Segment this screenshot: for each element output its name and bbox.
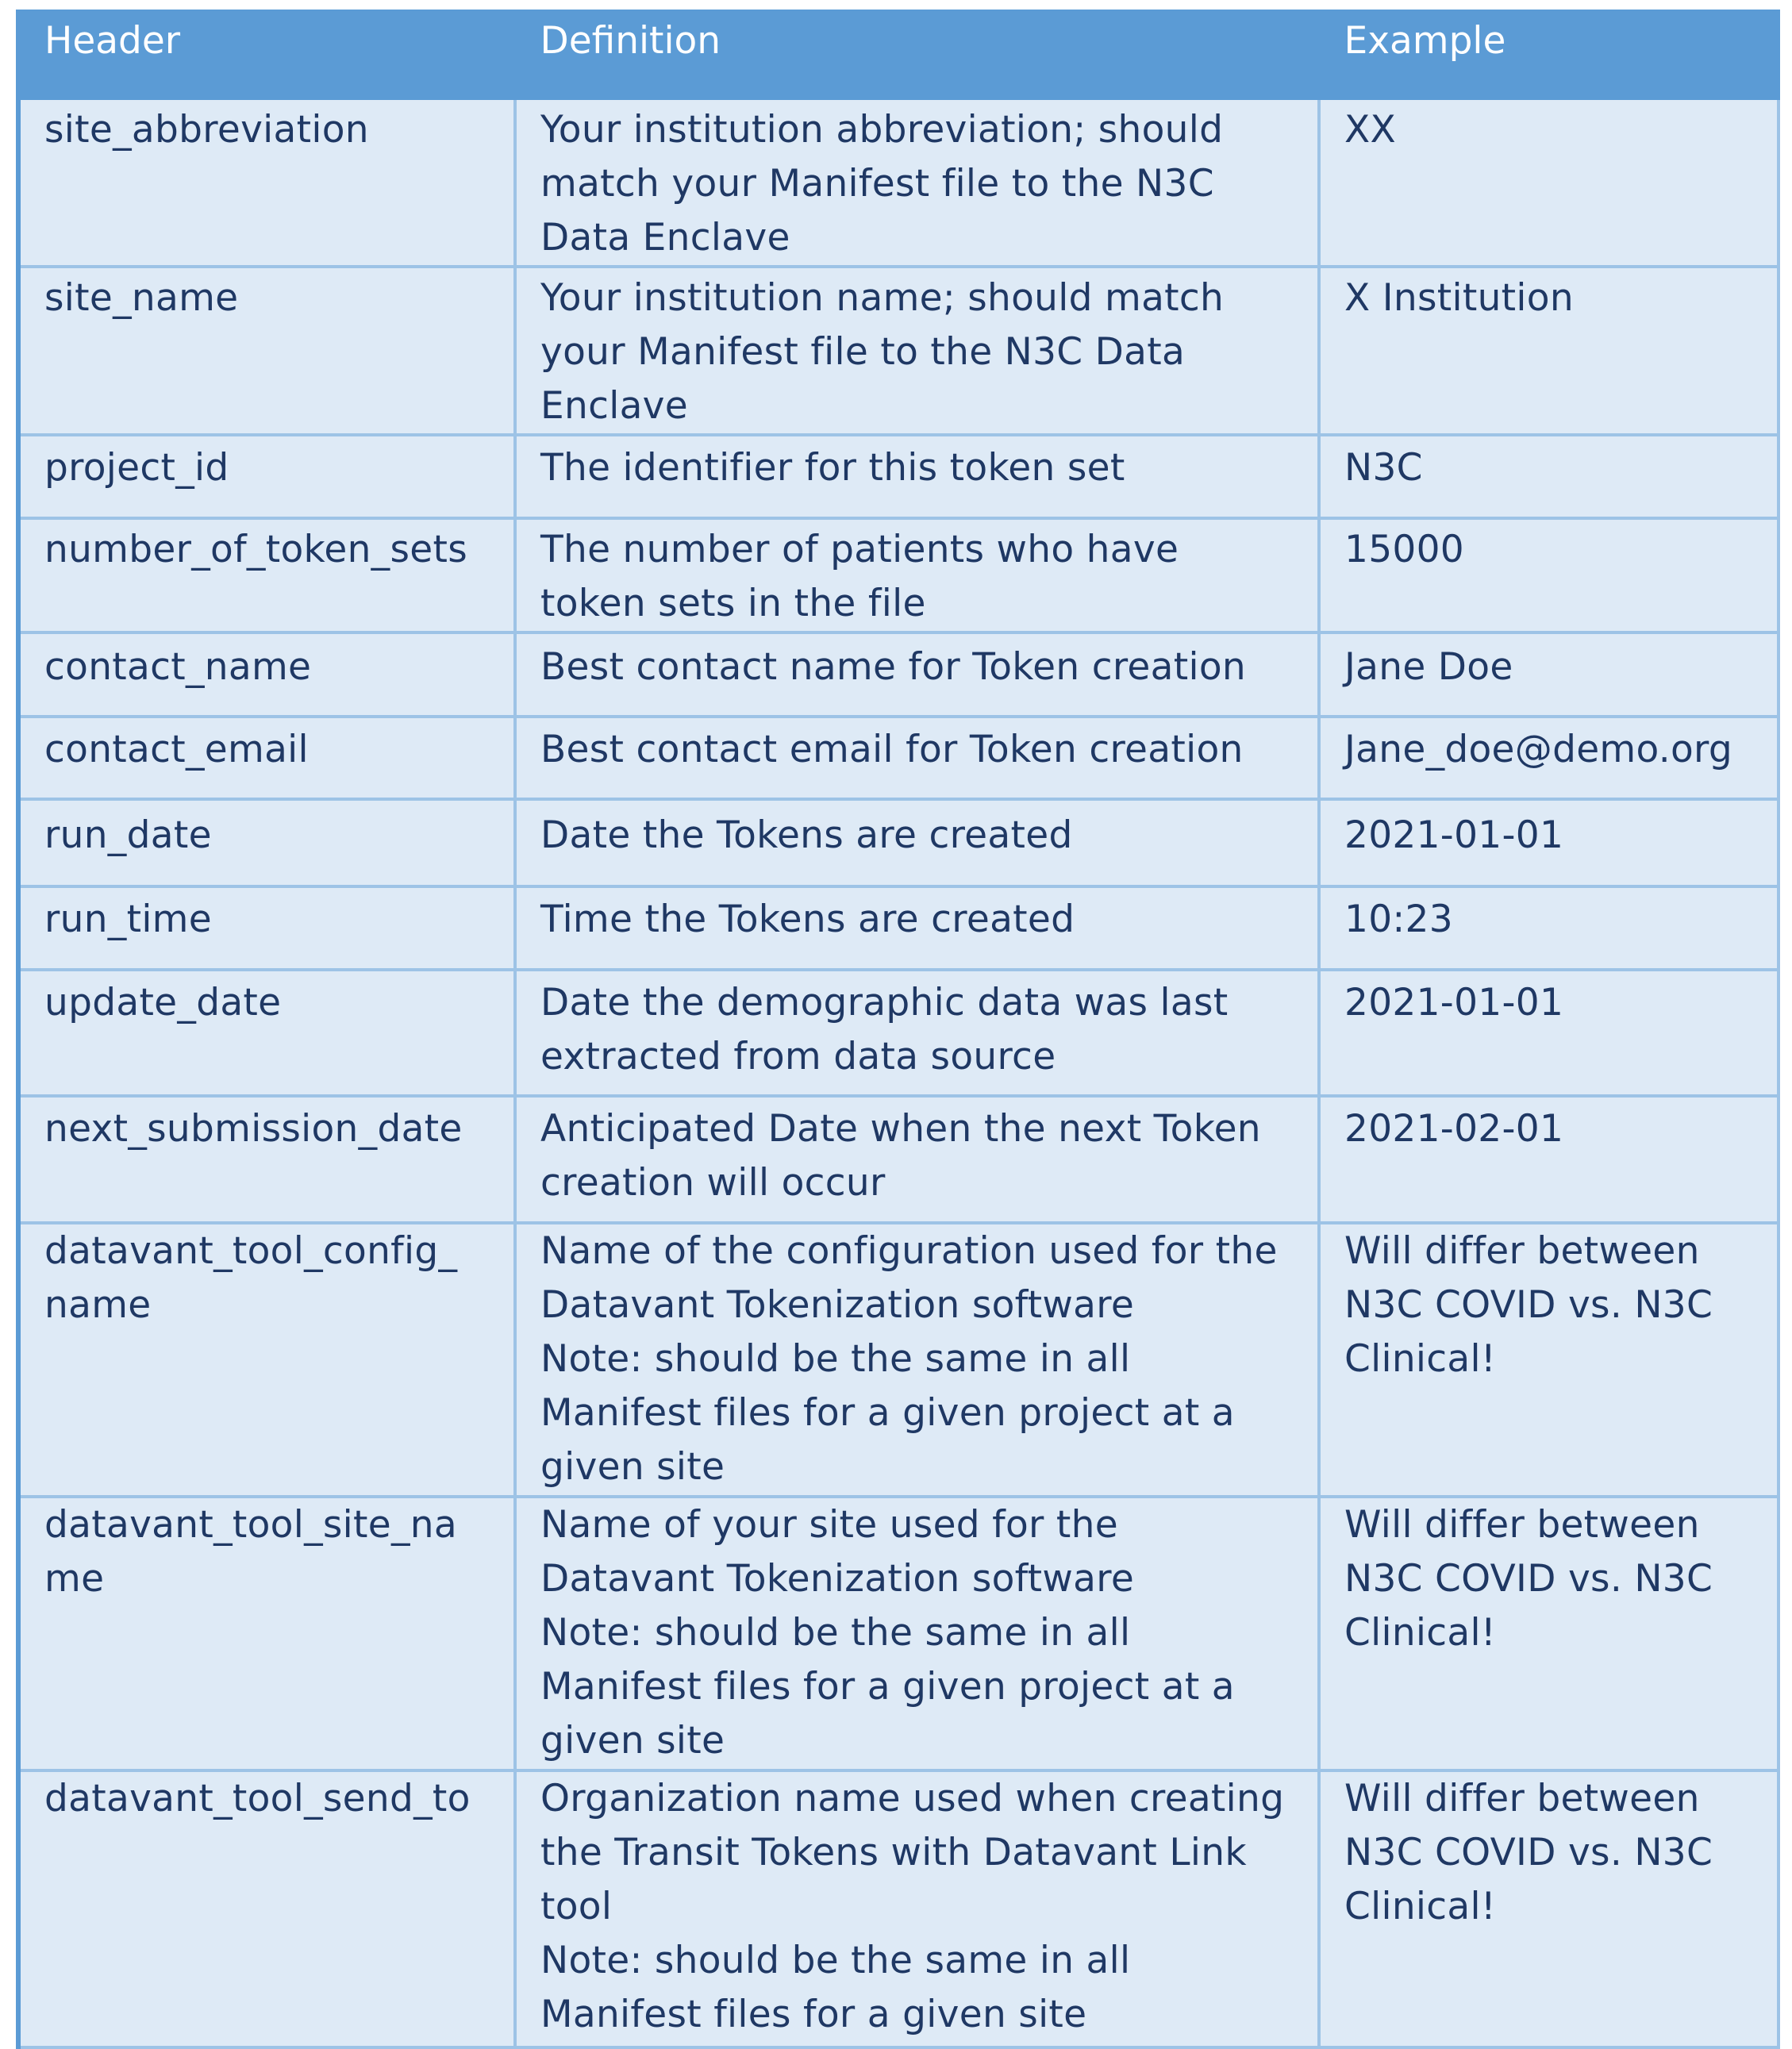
field-name-cell [18, 98, 515, 267]
cell-text-line: Manifest files for a given project at a [540, 1665, 1235, 1709]
table-row [18, 98, 1779, 267]
example-cell [1319, 970, 1779, 1096]
table-row [18, 435, 1779, 518]
cell-text-line: N3C COVID vs. N3C [1344, 1831, 1713, 1874]
definition-cell [515, 799, 1319, 886]
column-header-example: Example [1319, 10, 1779, 98]
definition-cell [515, 267, 1319, 435]
table-row [18, 886, 1779, 970]
manifest-fields-table [16, 10, 1780, 2049]
cell-text-line: Name of your site used for the [540, 1503, 1118, 1547]
cell-text-line: Time the Tokens are created [540, 898, 1075, 941]
table-row [18, 1223, 1779, 1497]
cell-text-line: extracted from data source [540, 1035, 1056, 1078]
cell-text-line: Date the Tokens are created [540, 813, 1073, 857]
cell-text-line: Organization name used when creating [540, 1777, 1285, 1820]
cell-text-line: Your institution name; should match [540, 276, 1225, 320]
cell-text-line: given site [540, 1719, 725, 1763]
cell-text-line: Will differ between [1344, 1777, 1700, 1820]
cell-text-line: Manifest files for a given site [540, 1993, 1087, 2036]
definition-cell [515, 886, 1319, 970]
table-row [18, 717, 1779, 799]
table-body [18, 98, 1779, 2047]
cell-text-line: site_name [44, 276, 239, 320]
cell-text-line: Clinical! [1344, 1337, 1497, 1381]
cell-text-line: Note: should be the same in all [540, 1939, 1131, 1982]
cell-text-line: Manifest files for a given project at a [540, 1391, 1235, 1435]
cell-text-line: tool [540, 1885, 613, 1928]
cell-text-line: Best contact email for Token creation [540, 728, 1244, 771]
example-cell [1319, 717, 1779, 799]
field-name-cell [18, 1223, 515, 1497]
cell-text-line: token sets in the file [540, 582, 926, 625]
cell-text-line: contact_email [44, 728, 309, 771]
cell-text-line: the Transit Tokens with Datavant Link [540, 1831, 1247, 1874]
cell-text-line: Anticipated Date when the next Token [540, 1107, 1261, 1151]
table-row [18, 518, 1779, 632]
field-name-cell [18, 1096, 515, 1223]
field-name-cell [18, 1497, 515, 1770]
table-row [18, 970, 1779, 1096]
cell-text-line: 2021-01-01 [1344, 981, 1564, 1024]
field-name-cell [18, 799, 515, 886]
cell-text-line: Name of the configuration used for the [540, 1229, 1278, 1273]
field-name-cell [18, 518, 515, 632]
cell-text-line: datavant_tool_config_ [44, 1229, 458, 1273]
definition-cell [515, 1497, 1319, 1770]
cell-text-line: next_submission_date [44, 1107, 463, 1151]
cell-text-line: update_date [44, 981, 282, 1024]
cell-text-line: name [44, 1283, 152, 1327]
cell-text-line: Jane Doe [1344, 645, 1513, 689]
cell-text-line: datavant_tool_site_na [44, 1503, 457, 1547]
cell-text-line: Note: should be the same in all [540, 1611, 1131, 1655]
example-cell [1319, 799, 1779, 886]
example-cell [1319, 1770, 1779, 2047]
cell-text-line: me [44, 1557, 105, 1601]
table-row [18, 1096, 1779, 1223]
cell-text-line: 2021-01-01 [1344, 813, 1564, 857]
example-cell [1319, 1223, 1779, 1497]
cell-text-line: contact_name [44, 645, 312, 689]
cell-text-line: X Institution [1344, 276, 1574, 320]
example-cell [1319, 435, 1779, 518]
column-header-header: Header [18, 10, 515, 98]
example-cell [1319, 886, 1779, 970]
table-row [18, 799, 1779, 886]
example-cell [1319, 98, 1779, 267]
cell-text-line: Clinical! [1344, 1611, 1497, 1655]
table-row [18, 1770, 1779, 2047]
cell-text-line: Enclave [540, 384, 689, 428]
cell-text-line: 15000 [1344, 528, 1465, 571]
definition-cell [515, 1770, 1319, 2047]
definition-cell [515, 98, 1319, 267]
cell-text-line: datavant_tool_send_to [44, 1777, 471, 1820]
field-name-cell [18, 435, 515, 518]
cell-text-line: site_abbreviation [44, 108, 369, 152]
cell-text-line: Best contact name for Token creation [540, 645, 1246, 689]
cell-text-line: 10:23 [1344, 898, 1453, 941]
cell-text-line: run_time [44, 898, 212, 941]
cell-text-line: your Manifest file to the N3C Data [540, 330, 1186, 374]
cell-text-line: match your Manifest file to the N3C [540, 162, 1214, 206]
example-cell [1319, 518, 1779, 632]
cell-text-line: Datavant Tokenization software [540, 1283, 1135, 1327]
example-cell [1319, 632, 1779, 717]
cell-text-line: Datavant Tokenization software [540, 1557, 1135, 1601]
table-row [18, 1497, 1779, 1770]
cell-text-line: project_id [44, 446, 229, 490]
cell-text-line: Will differ between [1344, 1503, 1700, 1547]
table-row [18, 267, 1779, 435]
definition-cell [515, 970, 1319, 1096]
definition-cell [515, 717, 1319, 799]
example-cell [1319, 1497, 1779, 1770]
definition-cell [515, 1096, 1319, 1223]
definition-cell [515, 632, 1319, 717]
cell-text-line: given site [540, 1445, 725, 1489]
cell-text-line: N3C COVID vs. N3C [1344, 1283, 1713, 1327]
cell-text-line: Date the demographic data was last [540, 981, 1229, 1024]
cell-text-line: run_date [44, 813, 212, 857]
cell-text-line: N3C COVID vs. N3C [1344, 1557, 1713, 1601]
definition-cell [515, 435, 1319, 518]
cell-text-line: Clinical! [1344, 1885, 1497, 1928]
cell-text-line: Jane_doe@demo.org [1344, 728, 1732, 771]
field-name-cell [18, 886, 515, 970]
cell-text-line: N3C [1344, 446, 1423, 490]
cell-text-line: The number of patients who have [540, 528, 1179, 571]
field-name-cell [18, 1770, 515, 2047]
example-cell [1319, 1096, 1779, 1223]
field-name-cell [18, 632, 515, 717]
cell-text-line: The identifier for this token set [540, 446, 1125, 490]
example-cell [1319, 267, 1779, 435]
table-row [18, 632, 1779, 717]
cell-text-line: Note: should be the same in all [540, 1337, 1131, 1381]
definition-cell [515, 1223, 1319, 1497]
field-name-cell [18, 717, 515, 799]
cell-text-line: Data Enclave [540, 216, 790, 259]
field-name-cell [18, 970, 515, 1096]
definition-cell [515, 518, 1319, 632]
cell-text-line: Your institution abbreviation; should [540, 108, 1224, 152]
table-header-row [18, 10, 1779, 98]
cell-text-line: number_of_token_sets [44, 528, 467, 571]
cell-text-line: Will differ between [1344, 1229, 1700, 1273]
cell-text-line: 2021-02-01 [1344, 1107, 1564, 1151]
field-name-cell [18, 267, 515, 435]
cell-text-line: creation will occur [540, 1161, 886, 1205]
column-header-definition: Definition [515, 10, 1319, 98]
cell-text-line: XX [1344, 108, 1396, 152]
